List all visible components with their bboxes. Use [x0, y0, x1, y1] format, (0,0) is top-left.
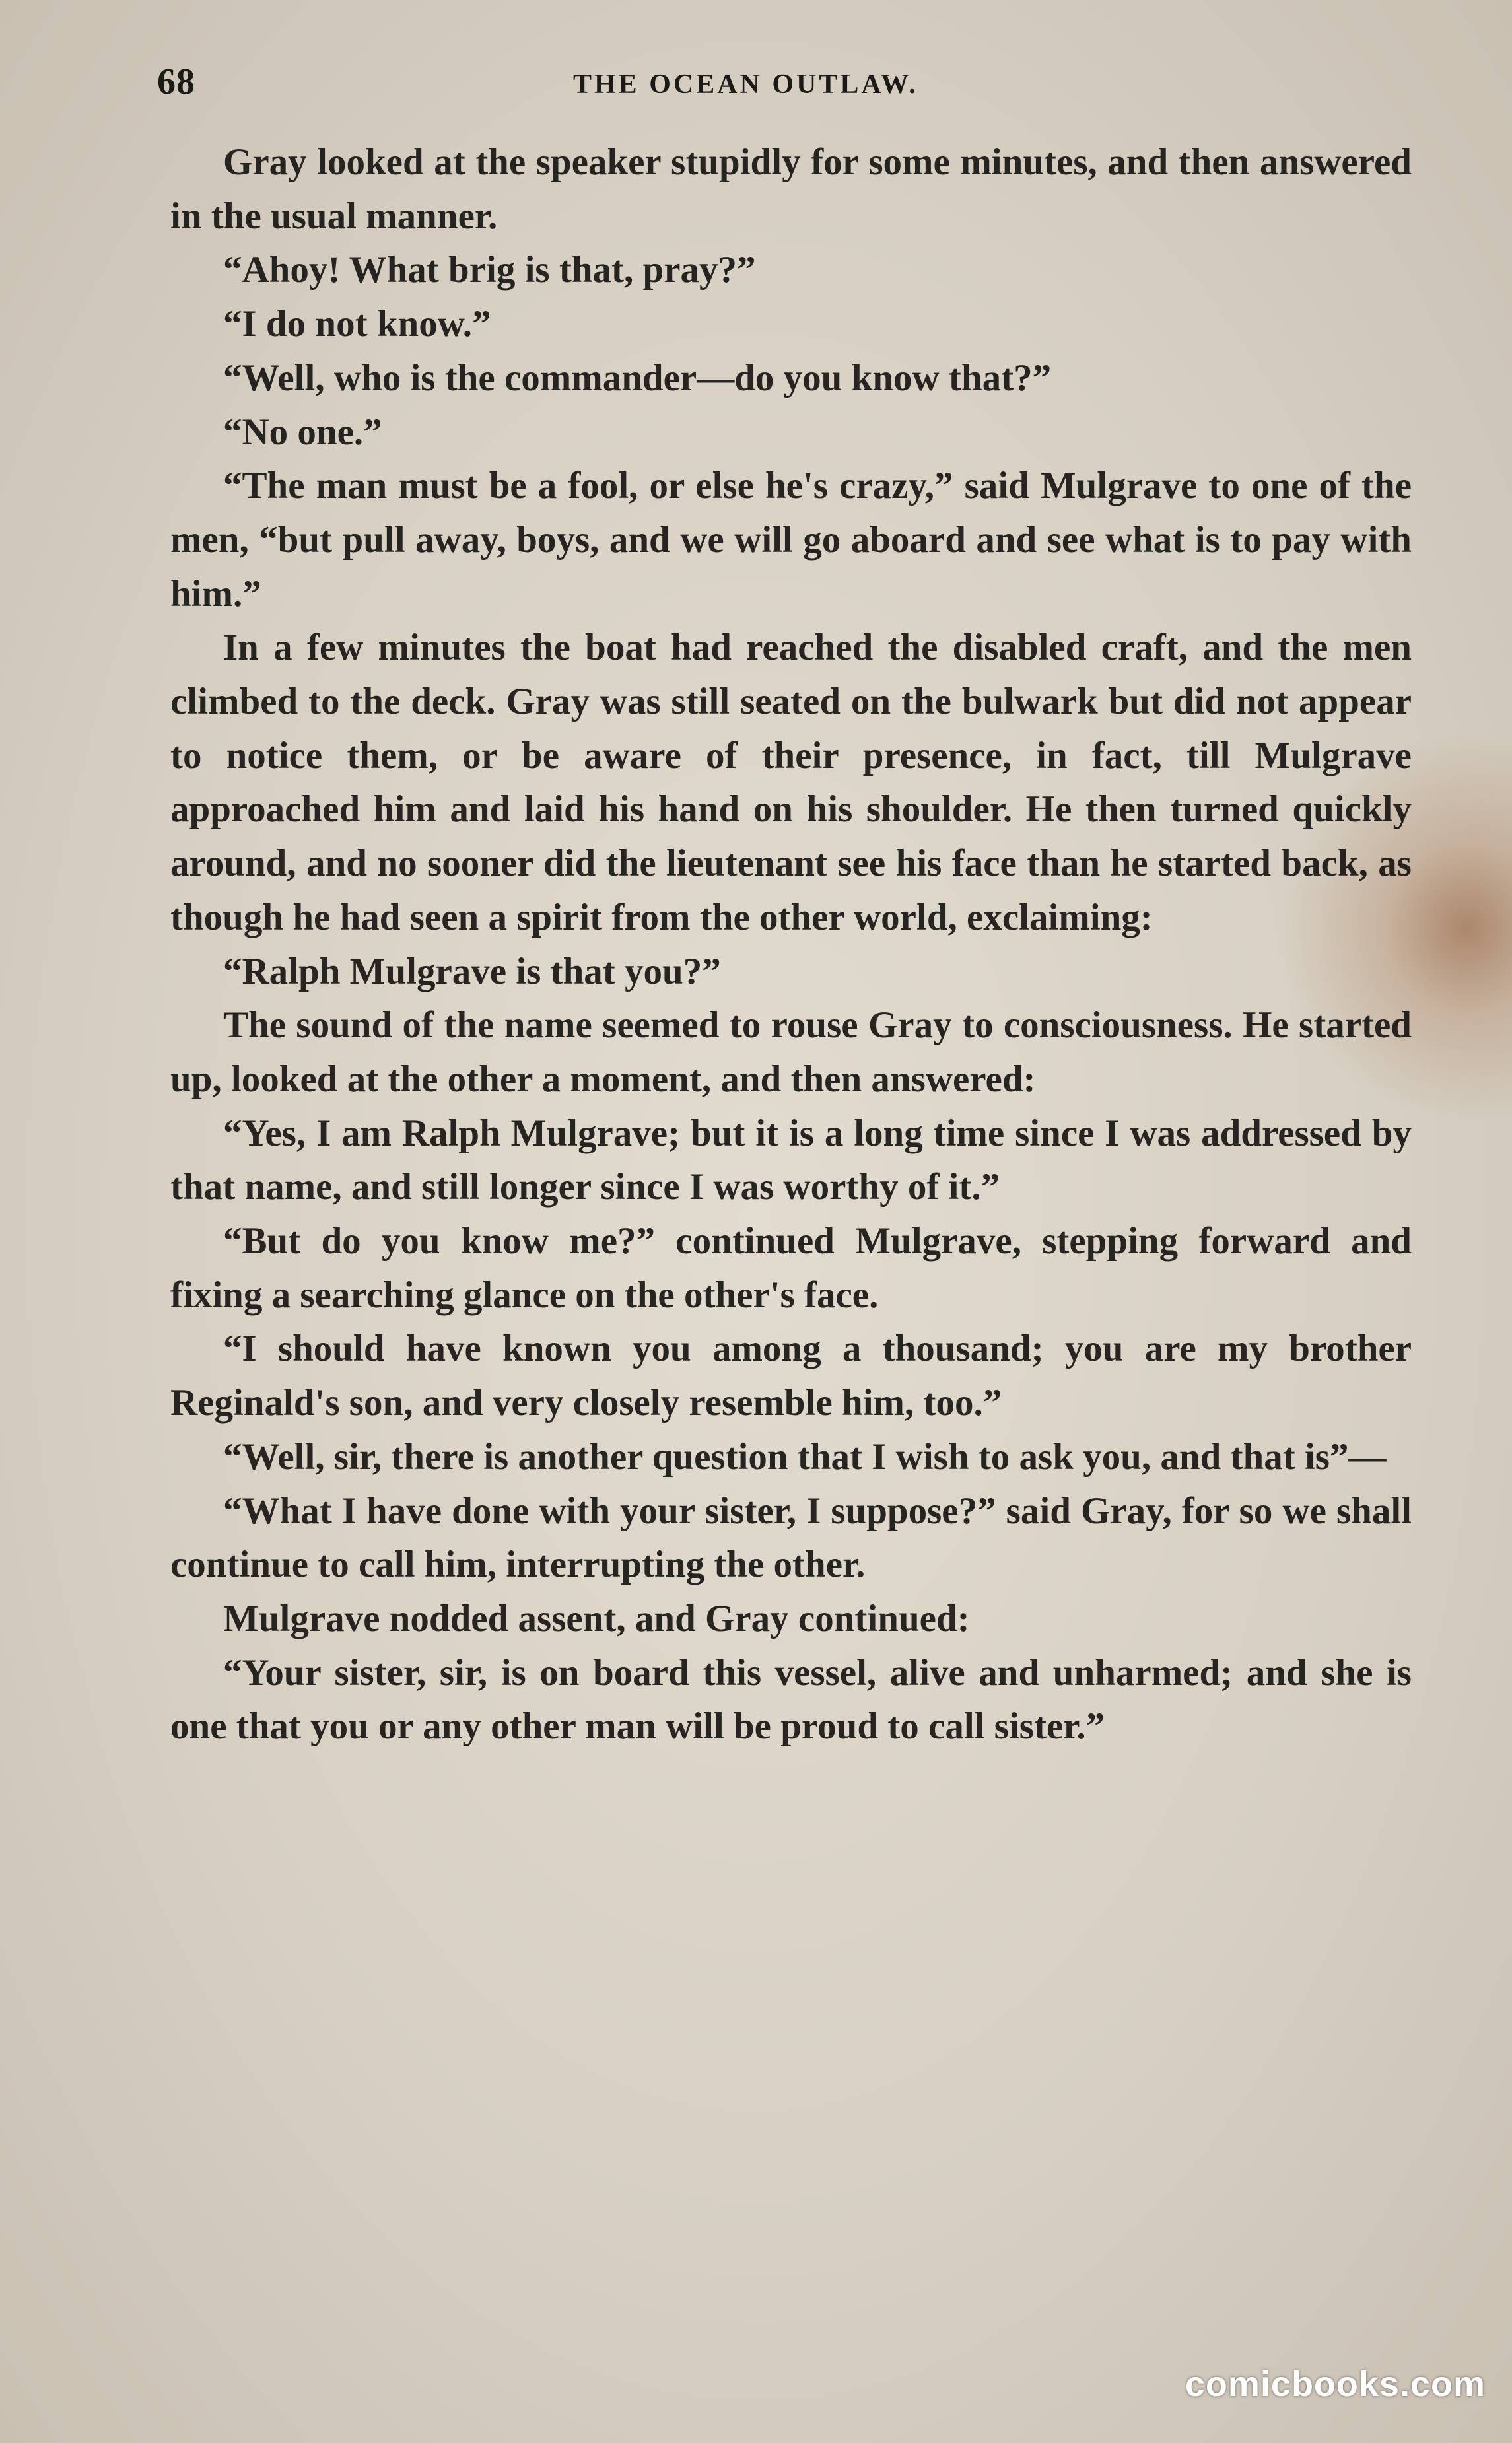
running-head: THE OCEAN OUTLAW.	[573, 69, 918, 100]
watermark: comicbooks.com	[1185, 2364, 1486, 2404]
body-text	[170, 135, 1412, 1754]
paragraph: “No one.”	[223, 411, 382, 453]
paragraph: Mulgrave nodded assent, and Gray continued:	[223, 1597, 970, 1639]
page-number: 68	[157, 61, 195, 102]
paragraph: Gray looked at the speaker stupidly for some minutes, and then answered in the usual manner.	[170, 141, 1412, 237]
paragraph: “Ralph Mulgrave is that you?”	[223, 950, 721, 992]
paragraph: “Well, who is the commander—do you know that?”	[223, 357, 1052, 399]
paragraph: In a few minutes the boat had reached the disabled craft, and the men climbed to the deck. Gray was still seated on the bulwark but did not appear to notice them, or be aware of their presence, in fact, till Mulgrave approached him and laid his hand on his shoulder. He then turned quickly around, and no sooner did the lieutenant see his face than he started back, as though he had seen a spirit from the other world, exclaiming:	[170, 627, 1412, 938]
paragraph: The sound of the name seemed to rouse Gray to consciousness. He started up, looked at the other a moment, and then answered:	[170, 1004, 1412, 1100]
page-header	[157, 61, 1412, 114]
paragraph: “What I have done with your sister, I suppose?” said Gray, for so we shall continue to call him, interrupting the other.	[170, 1490, 1412, 1586]
paragraph: “Yes, I am Ralph Mulgrave; but it is a long time since I was addressed by that name, and still longer since I was worthy of it.”	[170, 1112, 1412, 1208]
paragraph: “I do not know.”	[223, 303, 491, 345]
paragraph: “Your sister, sir, is on board this vessel, alive and unharmed; and she is one that you or any other man will be proud to call sister.”	[170, 1651, 1412, 1748]
paragraph: “But do you know me?” continued Mulgrave, stepping forward and fixing a searching glance on the other's face.	[170, 1220, 1412, 1316]
paragraph: “I should have known you among a thousand; you are my brother Reginald's son, and very closely resemble him, too.”	[170, 1328, 1412, 1424]
paragraph: “The man must be a fool, or else he's crazy,” said Mulgrave to one of the men, “but pull away, boys, and we will go aboard and see what is to pay with him.”	[170, 465, 1412, 615]
paragraph: “Well, sir, there is another question that I wish to ask you, and that is”—	[223, 1435, 1387, 1478]
paragraph: “Ahoy! What brig is that, pray?”	[223, 249, 756, 291]
